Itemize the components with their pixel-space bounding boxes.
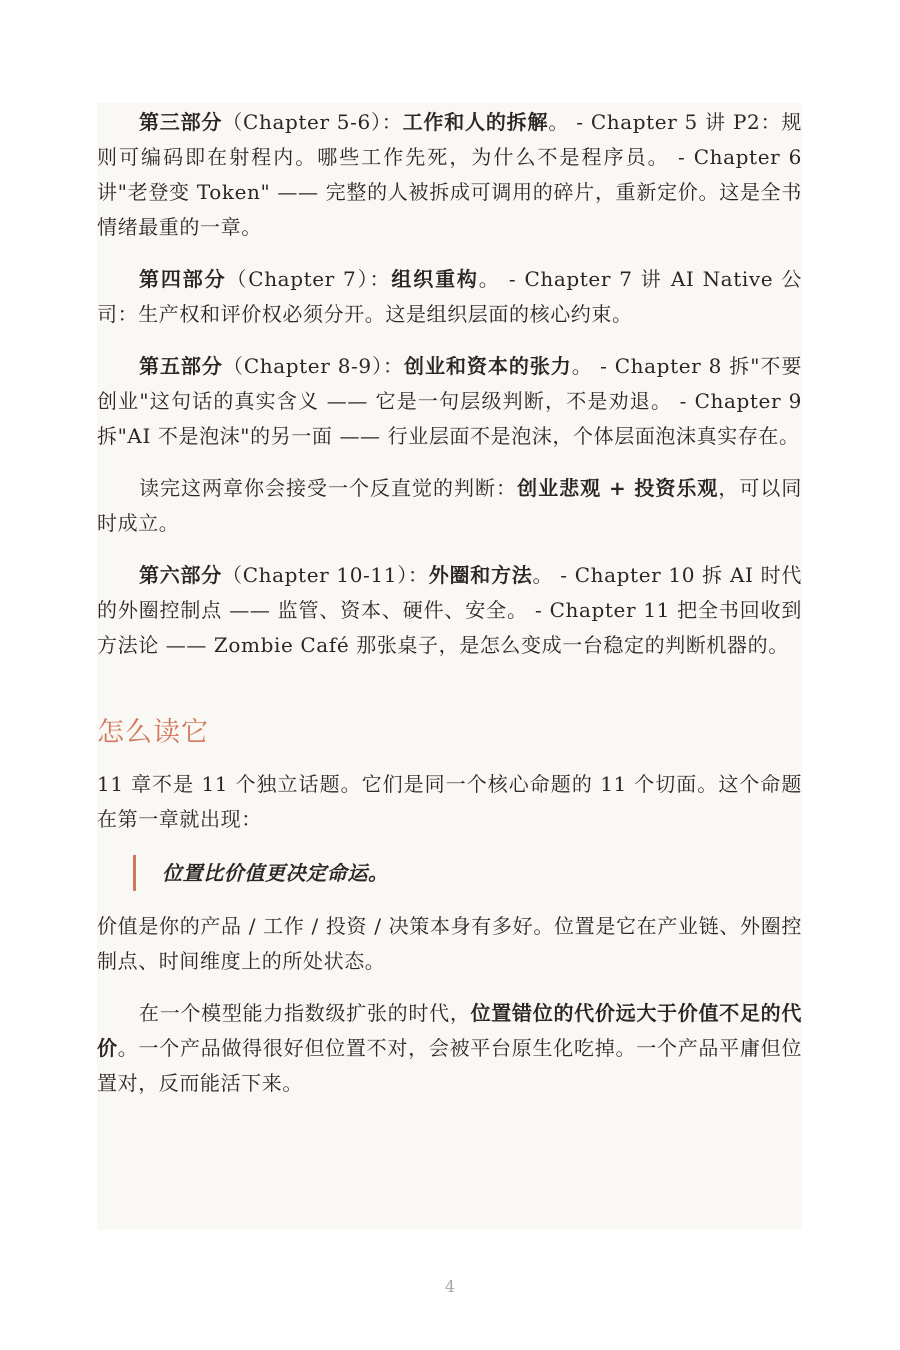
- part-title: 外圈和方法: [428, 563, 533, 587]
- part-label: 第六部分: [139, 563, 222, 587]
- paragraph-intro: 11 章不是 11 个独立话题。它们是同一个核心命题的 11 个切面。这个命题在第一章就出现：: [97, 772, 802, 831]
- part-range: （Chapter 5-6）：: [222, 110, 403, 134]
- part-range: （Chapter 8-9）：: [222, 354, 405, 378]
- part-label: 第三部分: [139, 110, 223, 134]
- paragraph-judgement: [97, 471, 802, 541]
- paragraph-value-definition: 价值是你的产品 / 工作 / 投资 / 决策本身有多好。位置是它在产业链、外圈控制点、时间维度上的所处状态。: [97, 914, 802, 973]
- paragraph-part-six: [97, 558, 802, 663]
- section-heading: 怎么读它: [97, 717, 209, 748]
- page-number: 4: [444, 1277, 456, 1296]
- judgement-before: 读完这两章你会接受一个反直觉的判断：: [139, 476, 518, 500]
- paragraph-part-three: [97, 105, 802, 245]
- paragraph-part-five: [97, 349, 802, 454]
- paragraph-part-four: [97, 262, 802, 332]
- part-title: 工作和人的拆解: [402, 110, 549, 134]
- core-proposition-quote: 位置比价值更决定命运。: [133, 855, 802, 891]
- document-content: [97, 105, 802, 1101]
- part-body: 。 - Chapter 8 拆"不要创业"这句话的真实含义 —— 它是一句层级判断，不是劝退。 - Chapter 9 拆"AI 不是泡沫"的另一面 —— 行业层面不是泡沫，个体层面泡沫真实存在。: [97, 354, 802, 448]
- page-body: [97, 103, 802, 1230]
- closing-before: 在一个模型能力指数级扩张的时代，: [139, 1001, 471, 1025]
- closing-after: 。一个产品做得很好但位置不对，会被平台原生化吃掉。一个产品平庸但位置对，反而能活下来。: [97, 1036, 802, 1095]
- part-body: 。 - Chapter 7 讲 AI Native 公司：生产权和评价权必须分开。这是组织层面的核心约束。: [97, 267, 802, 326]
- part-body: 。 - Chapter 10 拆 AI 时代的外圈控制点 —— 监管、资本、硬件、安全。 - Chapter 11 把全书回收到方法论 —— Zombie Café 那张桌子，是怎么变成一台稳定的判断机器的。: [97, 563, 802, 657]
- part-title: 组织重构: [391, 267, 479, 291]
- part-range: （Chapter 7）：: [226, 267, 392, 291]
- judgement-after: ，可以同时成立。: [97, 476, 802, 535]
- paragraph-closing: [97, 996, 802, 1101]
- part-range: （Chapter 10-11）：: [222, 563, 429, 587]
- closing-strong: 位置错位的代价远大于价值不足的代价: [97, 1001, 802, 1060]
- part-body: 。 - Chapter 5 讲 P2：规则可编码即在射程内。哪些工作先死，为什么不是程序员。 - Chapter 6 讲"老登变 Token" —— 完整的人被拆成可调用的碎片，重新定价。这是全书情绪最重的一章。: [97, 110, 803, 239]
- judgement-strong: 创业悲观 + 投资乐观: [517, 476, 719, 500]
- part-label: 第五部分: [139, 354, 223, 378]
- part-title: 创业和资本的张力: [404, 354, 572, 378]
- part-label: 第四部分: [139, 267, 227, 291]
